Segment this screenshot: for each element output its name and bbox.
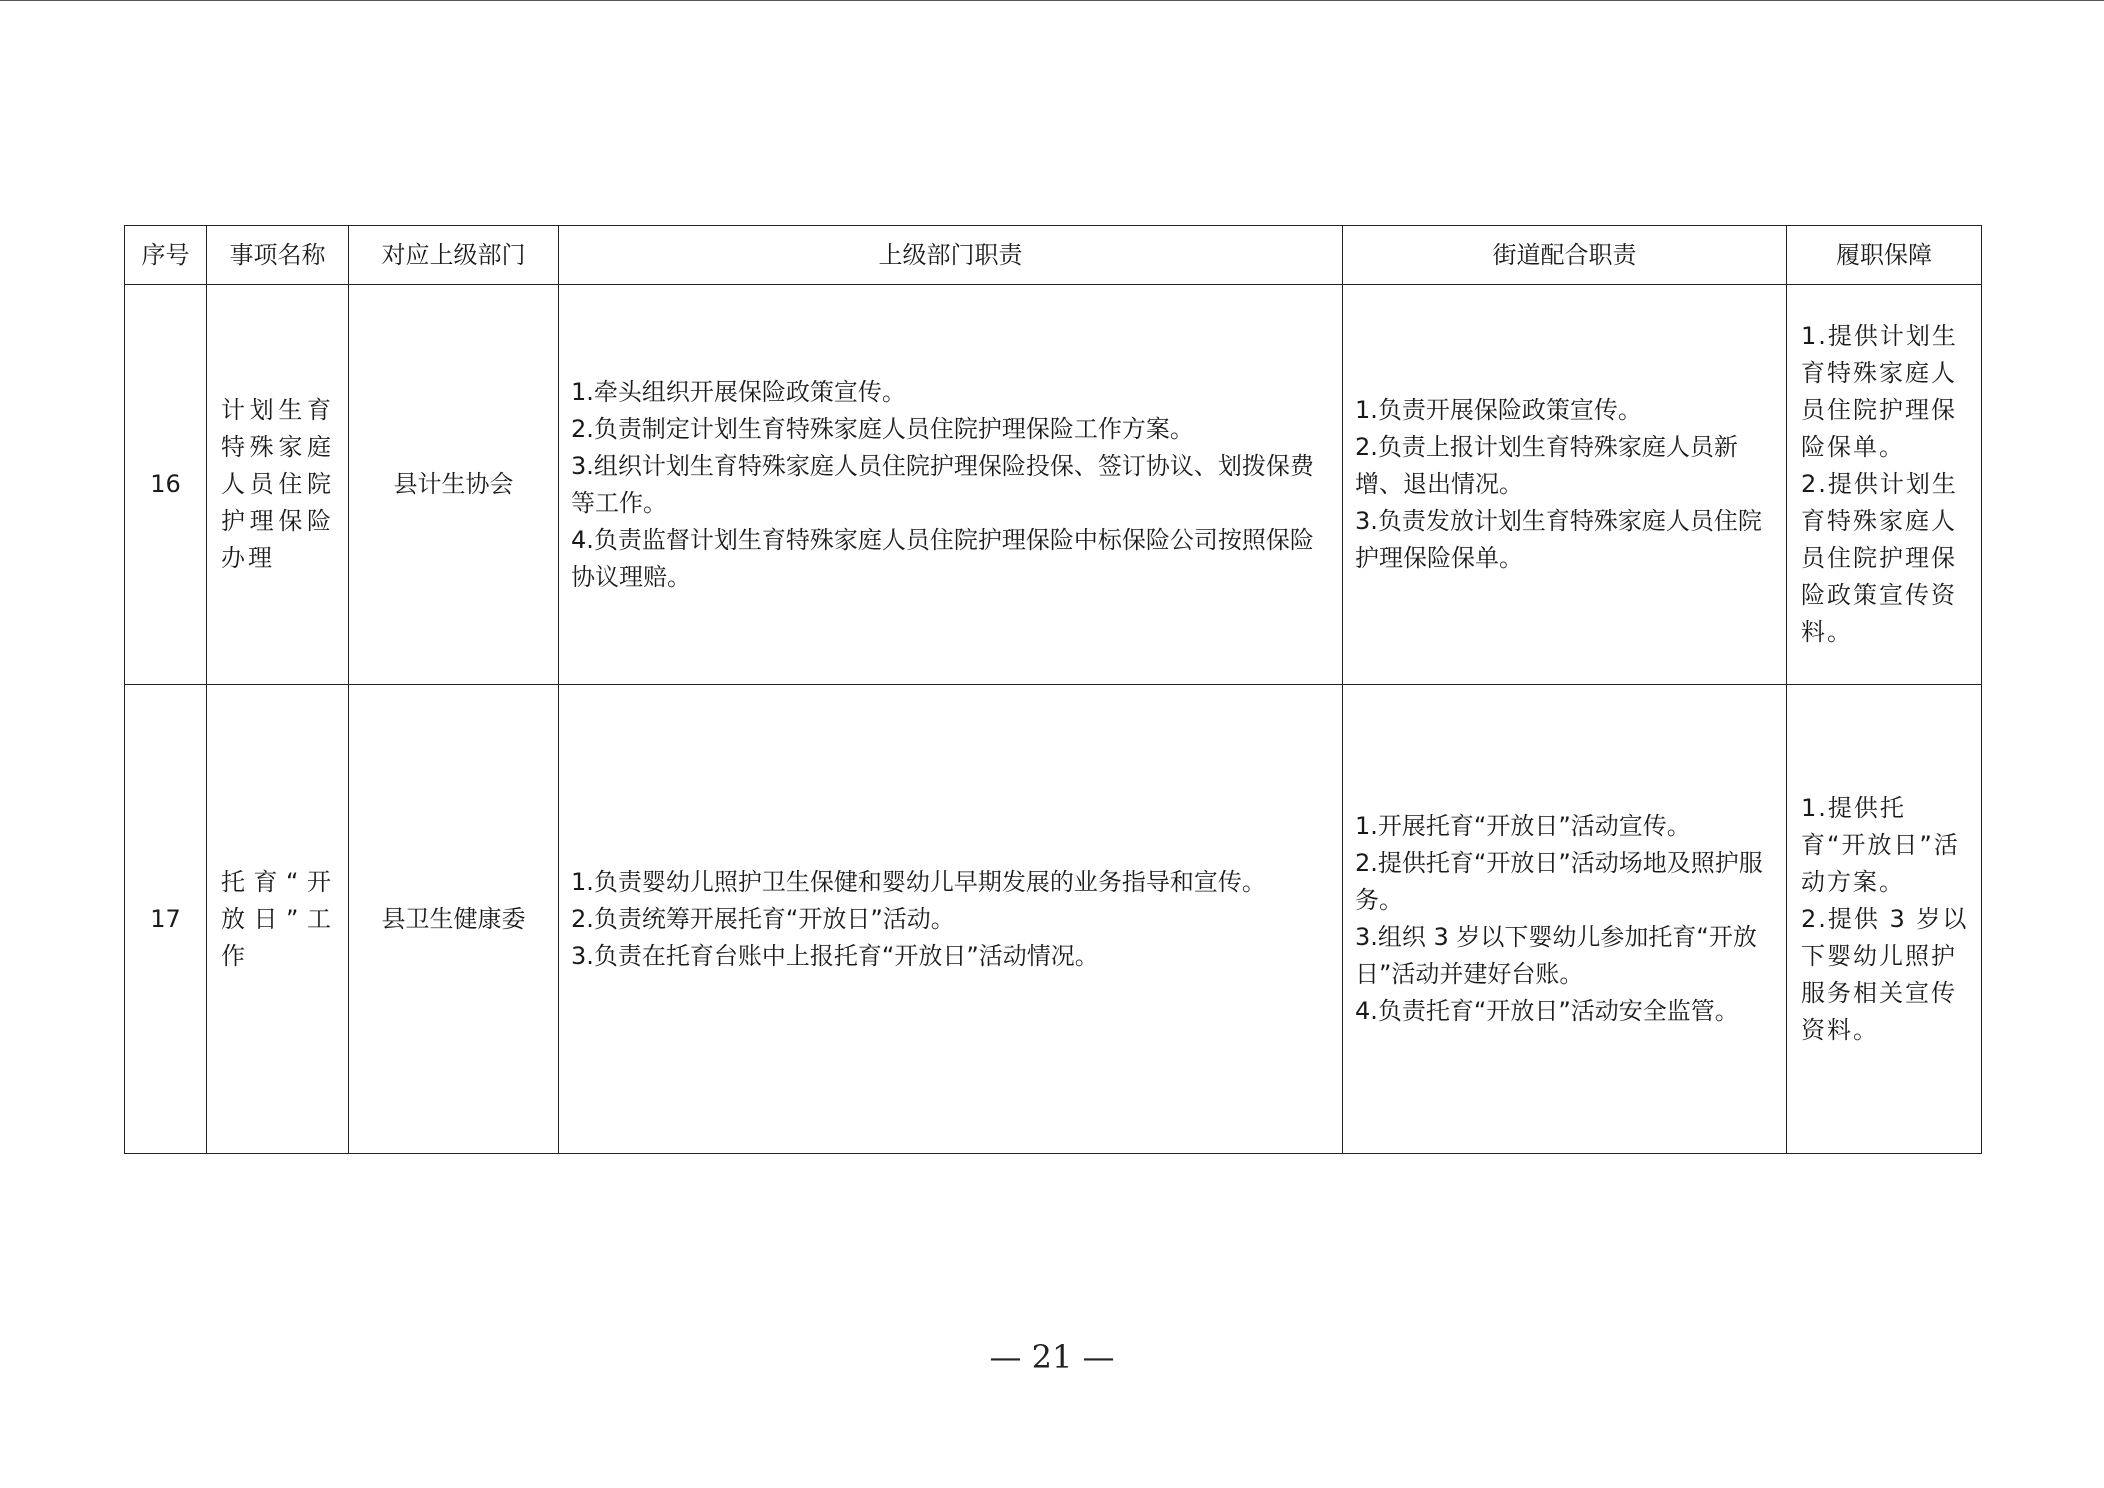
row-item-name: 托育“开放日”工作: [207, 685, 349, 1154]
upper-duty-item: 1.牵头组织开展保险政策宣传。: [571, 377, 906, 406]
header-department: 对应上级部门: [349, 226, 559, 285]
street-duty-item: 2.负责上报计划生育特殊家庭人员新增、退出情况。: [1355, 433, 1738, 498]
header-street-duties: 街道配合职责: [1343, 226, 1787, 285]
row-serial: 16: [125, 285, 207, 685]
header-serial: 序号: [125, 226, 207, 285]
upper-duty-item: 1.负责婴幼儿照护卫生保健和婴幼儿早期发展的业务指导和宣传。: [571, 867, 1266, 896]
page-number: — 21 —: [989, 1338, 1115, 1376]
duty-table: [124, 225, 1982, 1154]
row-serial: 17: [125, 685, 207, 1154]
row-item-name: 计划生育特殊家庭人员住院护理保险办理: [207, 285, 349, 685]
row-department: 县计生协会: [349, 285, 559, 685]
upper-duty-item: 3.负责在托育台账中上报托育“开放日”活动情况。: [571, 941, 1099, 970]
row-department: 县卫生健康委: [349, 685, 559, 1154]
header-item-name: 事项名称: [207, 226, 349, 285]
guarantee-item: 1.提供计划生育特殊家庭人员住院护理保险保单。: [1801, 322, 1958, 461]
page-top-border: [0, 0, 2104, 1]
upper-duty-item: 2.负责统筹开展托育“开放日”活动。: [571, 904, 955, 933]
row-street-duties: [1343, 285, 1787, 685]
row-street-duties: [1343, 685, 1787, 1154]
table-row: [125, 685, 1982, 1154]
row-upper-duties: [559, 285, 1343, 685]
street-duty-item: 3.负责发放计划生育特殊家庭人员住院护理保险保单。: [1355, 507, 1762, 572]
street-duty-item: 1.开展托育“开放日”活动宣传。: [1355, 812, 1691, 840]
header-guarantee: 履职保障: [1787, 226, 1982, 285]
street-duty-item: 3.组织 3 岁以下婴幼儿参加托育“开放日”活动并建好台账。: [1355, 923, 1757, 988]
row-upper-duties: [559, 685, 1343, 1154]
upper-duty-item: 3.组织计划生育特殊家庭人员住院护理保险投保、签订协议、划拨保费等工作。: [571, 451, 1314, 517]
guarantee-item: 2.提供 3 岁以下婴幼儿照护服务相关宣传资料。: [1801, 904, 1969, 1044]
row-guarantee: [1787, 685, 1982, 1154]
upper-duty-item: 4.负责监督计划生育特殊家庭人员住院护理保险中标保险公司按照保险协议理赔。: [571, 525, 1314, 591]
header-upper-duties: 上级部门职责: [559, 226, 1343, 285]
street-duty-item: 1.负责开展保险政策宣传。: [1355, 396, 1642, 424]
street-duty-item: 4.负责托育“开放日”活动安全监管。: [1355, 997, 1739, 1025]
street-duty-item: 2.提供托育“开放日”活动场地及照护服务。: [1355, 849, 1763, 914]
guarantee-item: 1.提供托育“开放日”活动方案。: [1801, 793, 1960, 896]
guarantee-item: 2.提供计划生育特殊家庭人员住院护理保险政策宣传资料。: [1801, 470, 1958, 646]
table-header-row: [125, 226, 1982, 285]
upper-duty-item: 2.负责制定计划生育特殊家庭人员住院护理保险工作方案。: [571, 414, 1194, 443]
table-row: [125, 285, 1982, 685]
row-guarantee: [1787, 285, 1982, 685]
